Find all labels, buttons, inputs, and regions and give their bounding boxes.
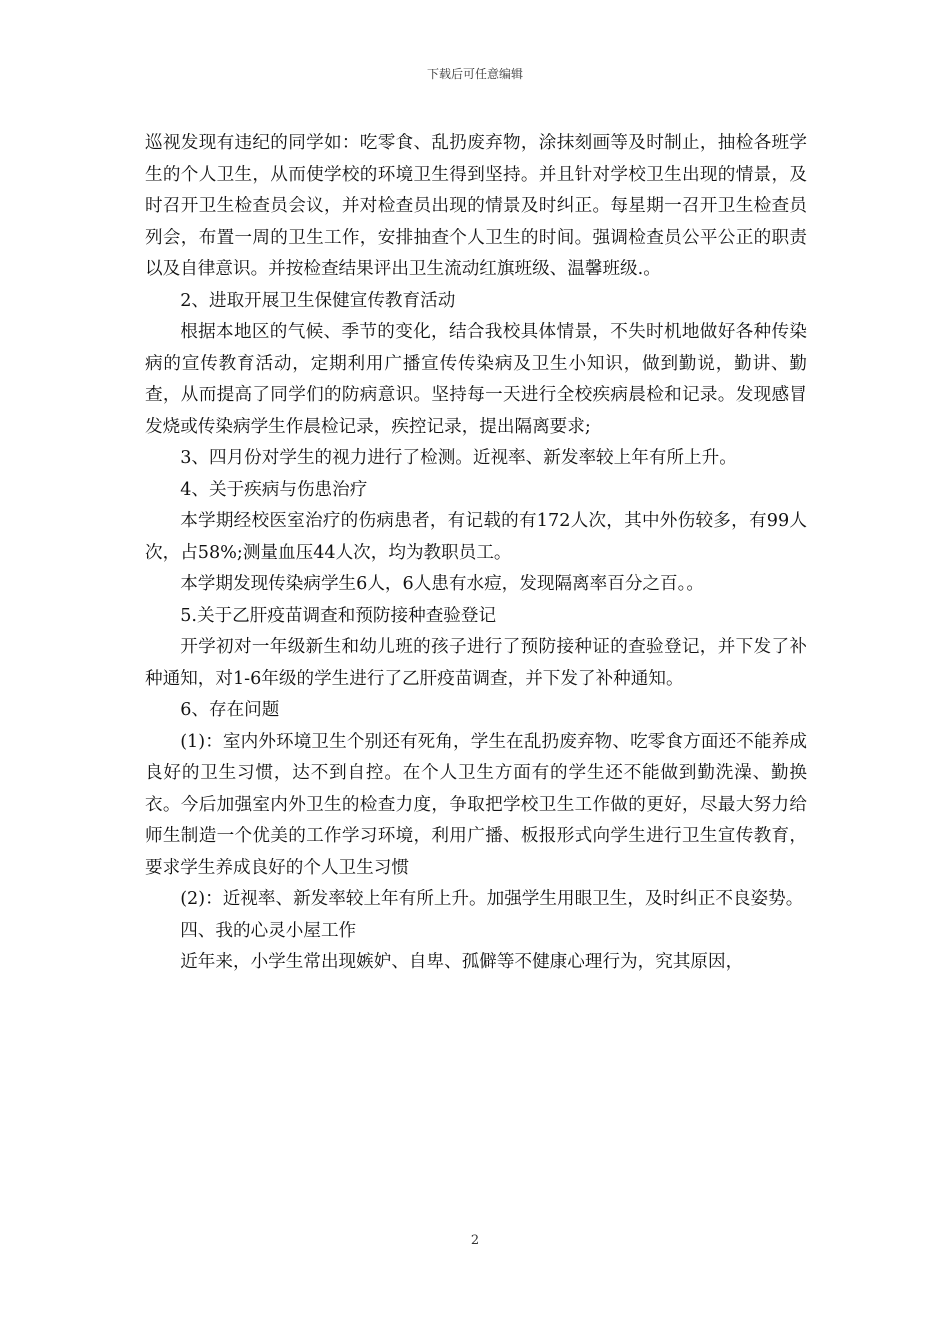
page-header: 下载后可任意编辑 bbox=[426, 67, 523, 81]
document-body bbox=[145, 128, 807, 979]
section-heading-mind-room: 四、我的心灵小屋工作 bbox=[180, 920, 357, 941]
section-heading-vaccine-check: 5.关于乙肝疫苗调查和预防接种查验登记 bbox=[180, 605, 497, 626]
paragraph-mind-room: 近年来，小学生常出现嫉妒、自卑、孤僻等不健康心理行为，究其原因， bbox=[180, 952, 744, 972]
paragraph-vision-test: 3、四月份对学生的视力进行了检测。近视率、新发率较上年有所上升。 bbox=[180, 448, 737, 468]
section-heading-health-education: 2、进取开展卫生保健宣传教育活动 bbox=[180, 290, 456, 311]
paragraph-vaccine-check: 开学初对一年级新生和幼儿班的孩子进行了预防接种证的查验登记，并下发了补种通知，对1-6年级的学生进行了乙肝疫苗调查，并下发了补种通知。 bbox=[145, 637, 807, 689]
section-heading-problems: 6、存在问题 bbox=[180, 700, 280, 720]
page-number: 2 bbox=[470, 1233, 480, 1248]
paragraph-infectious-disease: 本学期发现传染病学生6人，6人患有水痘，发现隔离率百分之百。。 bbox=[180, 574, 704, 594]
paragraph-problem-1: (1)：室内外环境卫生个别还有死角，学生在乱扔废弃物、吃零食方面还不能养成良好的卫生习惯，达不到自控。在个人卫生方面有的学生还不能做到勤洗澡、勤换衣。今后加强室内外卫生的检查力度，争取把学校卫生工作做的更好，尽最大努力给师生制造一个优美的工作学习环境，利用广播、板报形式向学生进行卫生宣传教育，要求学生养成良好的个人卫生习惯 bbox=[145, 731, 807, 878]
paragraph-continuation: 巡视发现有违纪的同学如：吃零食、乱扔废弃物，涂抹刻画等及时制止，抽检各班学生的个人卫生，从而使学校的环境卫生得到坚持。并且针对学校卫生出现的情景，及时召开卫生检查员会议，并对检查员出现的情景及时纠正。每星期一召开卫生检查员列会，布置一周的卫生工作，安排抽查个人卫生的时间。强调检查员公平公正的职责以及自律意识。并按检查结果评出卫生流动红旗班级、温馨班级.。 bbox=[145, 133, 807, 279]
section-heading-disease-treatment: 4、关于疾病与伤患治疗 bbox=[180, 479, 368, 500]
paragraph-problem-2: (2)：近视率、新发率较上年有所上升。加强学生用眼卫生，及时纠正不良姿势。 bbox=[180, 889, 804, 909]
paragraph-treatment-stats: 本学期经校医室治疗的伤病患者，有记载的有172人次，其中外伤较多，有99人次，占58%;测量血压44人次，均为教职员工。 bbox=[145, 511, 807, 563]
paragraph-health-education: 根据本地区的气候、季节的变化，结合我校具体情景，不失时机地做好各种传染病的宣传教育活动，定期利用广播宣传传染病及卫生小知识，做到勤说，勤讲、勤查，从而提高了同学们的防病意识。坚持每一天进行全校疾病晨检和记录。发现感冒发烧或传染病学生作晨检记录，疾控记录，提出隔离要求; bbox=[145, 322, 807, 437]
